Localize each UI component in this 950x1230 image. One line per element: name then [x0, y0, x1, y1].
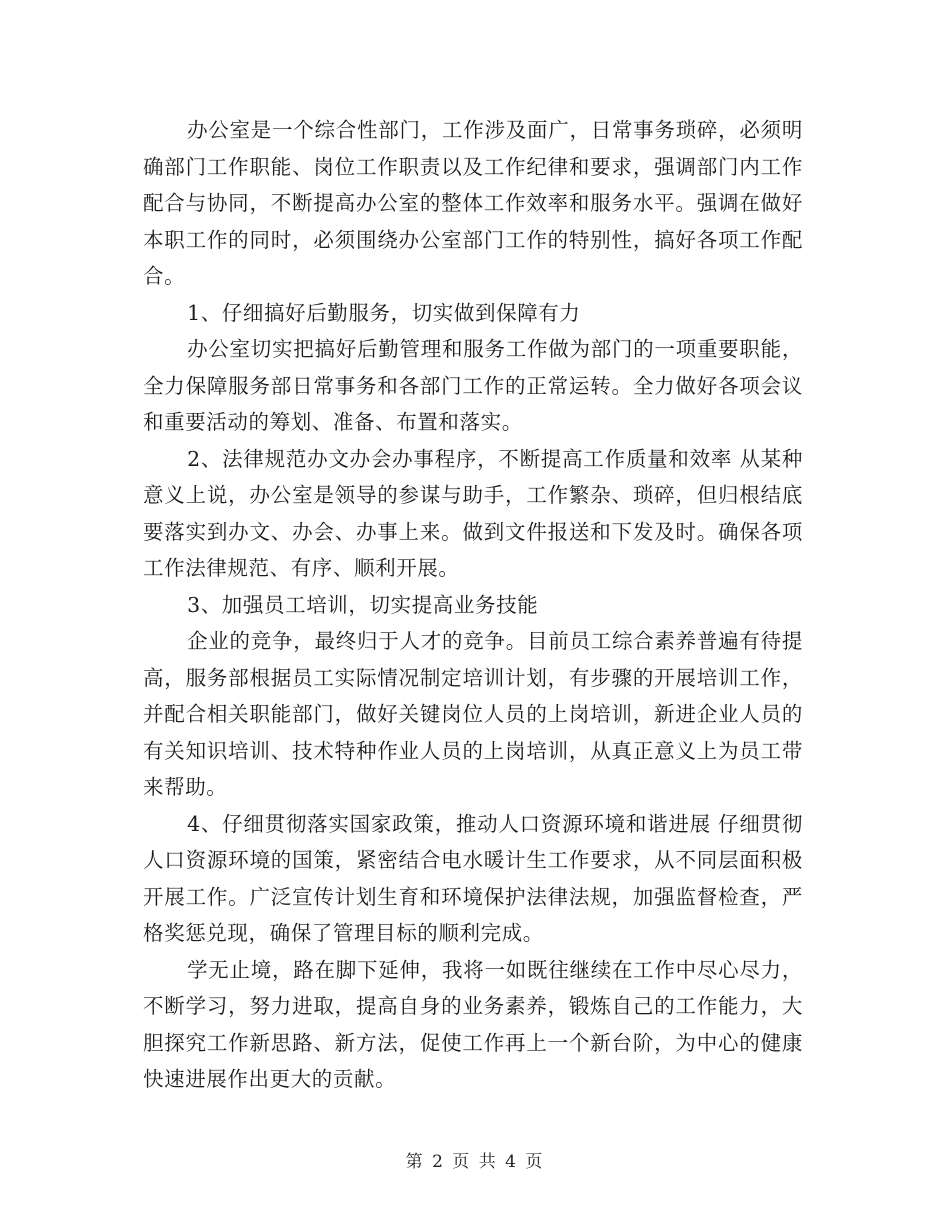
heading-logistics-service: 1、仔细搞好后勤服务，切实做到保障有力: [187, 300, 581, 325]
paragraph-staff-training: 企业的竞争，最终归于人才的竞争。目前员工综合素养普遍有待提高，服务部根据员工实际情况制定培训计划，有步骤的开展培训工作，并配合相关职能部门，做好关键岗位人员的上岗培训，新进企业人员的有关知识培训、技术特种作业人员的上岗培训，从真正意义上为员工带来帮助。: [143, 629, 803, 799]
paragraph-office-procedures: 2、法律规范办文办会办事程序，不断提高工作质量和效率 从某种意义上说，办公室是领导的参谋与助手，工作繁杂、琐碎，但归根结底要落实到办文、办会、办事上来。做到文件报送和下发及时。确保各项工作法律规范、有序、顺利开展。: [143, 446, 803, 580]
heading-staff-training: 3、加强员工培训，切实提高业务技能: [187, 592, 539, 617]
paragraph-logistics-service: 办公室切实把搞好后勤管理和服务工作做为部门的一项重要职能，全力保障服务部日常事务和各部门工作的正常运转。全力做好各项会议和重要活动的筹划、准备、布置和落实。: [143, 337, 803, 434]
paragraph-national-policy: 4、仔细贯彻落实国家政策，推动人口资源环境和谐进展 仔细贯彻人口资源环境的国策，紧密结合电水暖计生工作要求，从不同层面积极开展工作。广泛宣传计划生育和环境保护法律法规，加强监督检查，严格奖惩兑现，确保了管理目标的顺利完成。: [143, 811, 803, 945]
page-number-footer: 第 2 页 共 4 页: [405, 1152, 545, 1172]
paragraph-intro: 办公室是一个综合性部门，工作涉及面广，日常事务琐碎，必须明确部门工作职能、岗位工作职责以及工作纪律和要求，强调部门内工作配合与协同，不断提高办公室的整体工作效率和服务水平。强调在做好本职工作的同时，必须围绕办公室部门工作的特别性，搞好各项工作配合。: [143, 118, 803, 288]
document-body: [143, 112, 803, 1098]
paragraph-conclusion: 学无止境，路在脚下延伸，我将一如既往继续在工作中尽心尽力，不断学习，努力进取，提高自身的业务素养，锻炼自己的工作能力，大胆探究工作新思路、新方法，促使工作再上一个新台阶，为中心的健康快速进展作出更大的贡献。: [143, 957, 803, 1091]
